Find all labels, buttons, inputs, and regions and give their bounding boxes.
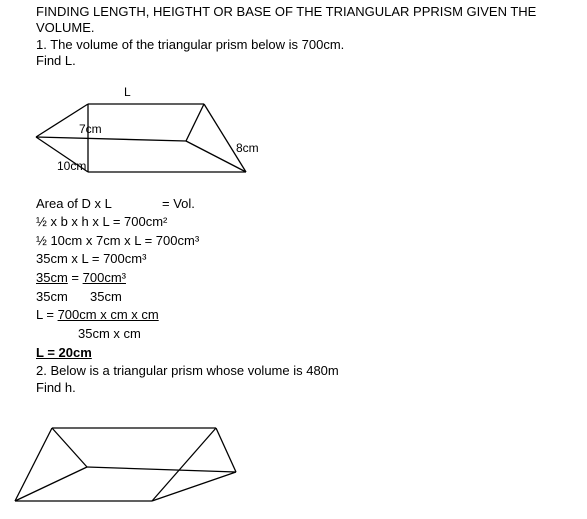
- prism1-label-height: 7cm: [79, 122, 102, 136]
- solution-step-7-prefix: L =: [36, 307, 58, 322]
- prism2-middle-edge: [87, 467, 236, 472]
- solution-step-2: ½ x b x h x L = 700cm²: [36, 214, 168, 229]
- prism2-front-slope: [15, 467, 87, 501]
- solution-step-6-right: 35cm: [90, 289, 122, 304]
- prism2-left-slope: [15, 428, 52, 501]
- solution-step-1-left: Area of D x L: [36, 196, 112, 211]
- question-2-text: 2. Below is a triangular prism whose volume is 480m: [36, 363, 339, 378]
- prism2-right-back: [216, 428, 236, 472]
- prism2-inner-slope: [52, 428, 87, 467]
- fraction-numerator-left: 35cm: [36, 270, 68, 285]
- solution-step-3: ½ 10cm x 7cm x L = 700cm³: [36, 233, 200, 248]
- fraction-numerator-right: 700cm³: [82, 270, 126, 285]
- prism1-label-length: L: [124, 85, 131, 99]
- page-title: FINDING LENGTH, HEIGTHT OR BASE OF THE TRIANGULAR PPRISM GIVEN THE VOLUME.: [36, 4, 537, 35]
- question-1-text: 1. The volume of the triangular prism below is 700cm.: [36, 37, 345, 52]
- fraction-equals: =: [67, 270, 83, 285]
- solution-step-6-left: 35cm: [36, 289, 68, 304]
- solution-step-1-right: = Vol.: [162, 196, 195, 211]
- solution-step-7-numerator: 700cm x cm x cm: [57, 307, 159, 322]
- prism1-label-base: 10cm: [57, 159, 87, 173]
- solution-answer: L = 20cm: [36, 345, 92, 360]
- solution-step-4: 35cm x L = 700cm³: [36, 251, 147, 266]
- question-1-instruction: Find L.: [36, 53, 76, 68]
- question-2-instruction: Find h.: [36, 380, 76, 395]
- solution-step-8: 35cm x cm: [78, 326, 141, 341]
- prism1-label-side: 8cm: [236, 141, 259, 155]
